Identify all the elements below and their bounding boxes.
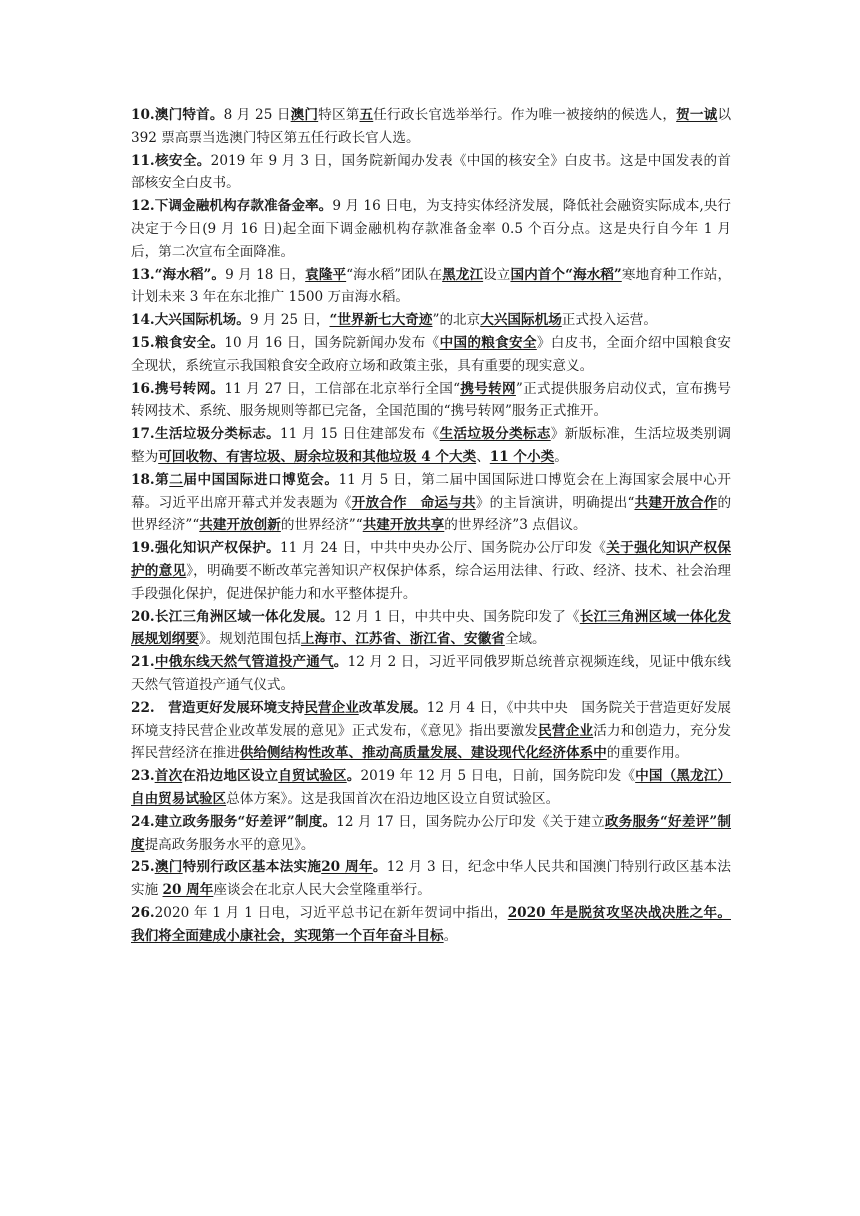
key-term: 中国（黑龙江）自由贸易试验区 — [131, 768, 732, 807]
item-text: 9 月 16 日电，为支持实体经济发展，降低社会融资实际成本,央行决定于今日(9 月 16 日)起全面下调金融机构存款准备金率 0.5 个百分点。这是央行自今年 1 月后，第二次宣布全面降准。 — [131, 198, 732, 260]
item-16 — [131, 378, 731, 424]
item-heading: 14.大兴国际机场。 — [131, 312, 250, 329]
item-text: 。 — [443, 927, 458, 944]
key-term: 可回收物、有害垃圾、厨余垃圾和其他垃圾 4 个大类 — [158, 448, 477, 465]
item-text: 任行政长官选举举行。作为唯一被接纳的候选人， — [373, 107, 677, 123]
item-text: 活力和创造力，充分发挥民营经济在推进 — [131, 722, 732, 762]
item-text: 。 — [346, 768, 361, 785]
item-23 — [131, 765, 731, 811]
key-term: 上海市、江苏省、浙江省、安徽省 — [300, 631, 505, 648]
item-14 — [131, 309, 731, 332]
key-term: 中俄东线天然气管道投产通气 — [154, 654, 334, 671]
item-text: 的世界经济”“ — [280, 517, 363, 534]
item-text: 9 月 18 日， — [225, 266, 306, 283]
item-text: ”正式提供服务启动仪式，宣布携号转网技术、系统、服务规则等都已完备，全国范围的“携号转网”服务正式推开。 — [131, 380, 731, 420]
item-text: 、 — [476, 448, 490, 465]
item-10 — [131, 104, 731, 150]
item-heading: 12.下调金融机构存款准备金率。 — [131, 198, 333, 215]
item-22 — [131, 697, 731, 765]
item-21 — [131, 651, 731, 697]
item-text: 改革发展。 — [358, 699, 427, 716]
item-12 — [131, 195, 731, 263]
key-term: 2020 年是脱贫攻坚决战决胜之年。我们将全面建成小康社会，实现第一个百年奋斗目标 — [131, 904, 731, 944]
item-text: 以 392 票高票当选澳门特区第五任行政长官人选。 — [131, 107, 732, 146]
key-term: “世界新七大奇迹 — [329, 312, 433, 329]
key-term: 国内首个“海水稻” — [510, 266, 622, 283]
item-text: 12 月 2 日，习近平同俄罗斯总统普京视频连线，见证中俄东线天然气管道投产通气仪式。 — [131, 654, 732, 693]
item-text: 12 月 17 日，国务院办公厅印发《关于建立 — [336, 813, 605, 830]
item-heading: 25. — [131, 859, 155, 876]
item-text: 2019 年 12 月 5 日电，日前，国务院印发《 — [360, 768, 636, 785]
item-19 — [131, 537, 731, 605]
key-term: 20 周年 — [321, 859, 373, 876]
key-term: 20 周年 — [162, 882, 214, 899]
item-text: 12 月 3 日，纪念中华人民共和国澳门特别行政区基本法实施 — [131, 859, 732, 899]
key-term: 共建开放合作 — [634, 494, 718, 511]
item-text: 。 — [372, 859, 387, 876]
item-text: 2020 年 1 月 1 日电，习近平总书记在新年贺词中指出， — [154, 904, 508, 921]
item-25 — [131, 856, 731, 902]
item-text: 11 月 27 日，工信部在北京举行全国“ — [224, 380, 461, 397]
item-text: 12 月 1 日，中共中央、国务院印发了《 — [333, 608, 580, 625]
key-term: 自贸试验区 — [278, 768, 347, 785]
item-text: 的重要作用。 — [606, 745, 689, 762]
item-text: 在沿边地区设立 — [182, 768, 279, 785]
item-24 — [131, 811, 731, 857]
key-term: 生活垃圾分类标志 — [439, 426, 551, 443]
item-text: 》，明确要不断改革完善知识产权保护体系，综合运用法律、行政、经济、技术、社会治理手段强化保护，促进保护能力和水平整体提升。 — [131, 562, 731, 602]
item-text: 。 — [333, 654, 348, 671]
key-term: 携号转网 — [460, 380, 516, 397]
key-term: 袁隆平 — [305, 266, 347, 283]
key-term: 民营企业 — [538, 722, 594, 739]
key-term: 首次 — [154, 768, 183, 785]
item-text: “海水稻”团队在 — [346, 266, 443, 283]
item-18 — [131, 469, 731, 537]
item-text: 届中国国际进口博览会。 — [183, 471, 339, 488]
item-text: 2019 年 9 月 3 日，国务院新闻办发表《中国的核安全》白皮书。这是中国发表的首部核安全白皮书。 — [131, 152, 731, 192]
item-heading: 22. 营造更好发展环境支持 — [131, 699, 305, 716]
item-heading: 16.携号转网。 — [131, 380, 225, 397]
key-term: 大兴国际机场 — [480, 312, 562, 329]
item-text: 11 月 15 日住建部发布《 — [279, 426, 440, 443]
key-term: 黑龙江 — [442, 266, 484, 283]
item-heading: 23. — [131, 768, 155, 785]
item-heading: 24.建立政务服务“好差评”制度。 — [131, 813, 337, 830]
item-text: 设立 — [483, 266, 511, 283]
item-heading: 26. — [131, 904, 155, 921]
key-term: 供给侧结构性改革、推动高质量发展、建设现代化经济体系中 — [239, 745, 607, 762]
item-text: 11 月 24 日，中共中央办公厅、国务院办公厅印发《 — [279, 540, 607, 557]
item-11 — [131, 150, 731, 196]
key-term: 中国的粮食安全 — [439, 334, 537, 351]
key-term: 关于强化知识产权保护的意见 — [131, 540, 732, 579]
item-text: 11 月 5 日，第二届中国国际进口博览会在上海国家会展中心开幕。习近平出席开幕式并发表题为《 — [131, 471, 732, 511]
item-text: 的世界经济”“ — [131, 494, 732, 534]
item-heading: 15.粮食安全。 — [131, 334, 225, 351]
key-term: 开放合作 命运与共 — [351, 494, 476, 511]
item-text: 正式投入运营。 — [561, 312, 657, 329]
key-term: 五 — [359, 107, 374, 123]
item-13 — [131, 264, 731, 310]
item-heading: 21. — [131, 654, 155, 671]
item-text: 》新版标准，生活垃圾类别调整为 — [131, 426, 732, 465]
key-term: 澳门 — [154, 859, 183, 876]
item-text: 提高政务服务水平的意见》。 — [144, 836, 315, 853]
item-heading: 13.“海水稻”。 — [131, 266, 226, 283]
item-26 — [131, 902, 731, 948]
item-text: 总体方案》。这是我国首次在沿边地区设立自贸试验区。 — [226, 790, 560, 807]
item-20 — [131, 606, 731, 652]
item-text: 9 月 25 日， — [249, 312, 330, 329]
key-term: 共建开放创新 — [199, 517, 281, 534]
item-text: 12 月 4 日，《中共中央 国务院关于营造更好发展环境支持民营企业改革发展的意见》正式发布，《意见》指出要激发 — [131, 699, 732, 739]
item-text: ”的北京 — [432, 312, 481, 329]
item-heading: 11.核安全。 — [131, 152, 211, 169]
item-text: 》的主旨演讲，明确提出“ — [475, 494, 635, 511]
key-term: 民营企业 — [304, 699, 359, 716]
item-text: 寒地育种工作站，计划未来 3 年在东北推广 1500 万亩海水稻。 — [131, 266, 732, 306]
item-heading: 19.强化知识产权保护。 — [131, 540, 280, 557]
key-term: 贺一诚 — [676, 107, 718, 123]
item-text: 全域。 — [504, 631, 546, 648]
item-heading: 17.生活垃圾分类标志。 — [131, 426, 280, 443]
key-term: 政务服务“好差评”制度 — [131, 813, 731, 853]
key-term: 澳门 — [290, 107, 319, 123]
item-15 — [131, 332, 731, 378]
item-heading: 20.长江三角洲区域一体化发展。 — [131, 608, 334, 625]
key-term: 二 — [169, 471, 184, 488]
item-text: 。 — [554, 448, 568, 465]
item-text: 》白皮书，全面介绍中国粮食安全现状，系统宣示我国粮食安全政府立场和政策主张，具有重要的现实意义。 — [131, 334, 731, 374]
item-heading: 10.澳门特首。 — [131, 107, 224, 123]
item-heading: 18.第 — [131, 471, 170, 488]
item-text: 的世界经济”3 点倡议。 — [444, 517, 587, 534]
document-body — [131, 104, 731, 947]
item-text: 》。规划范围包括 — [198, 631, 301, 648]
item-17 — [131, 423, 731, 469]
item-text: 8 月 25 日 — [223, 107, 291, 123]
key-term: 11 个小类 — [489, 448, 555, 465]
key-term: 共建开放共享 — [362, 517, 445, 534]
item-text: 特别行政区基本法实施 — [182, 859, 322, 876]
item-text: 10 月 16 日，国务院新闻办发布《 — [224, 334, 440, 351]
key-term: 长江三角洲区域一体化发展规划纲要 — [131, 608, 731, 648]
item-text: 特区第 — [318, 107, 360, 123]
item-text: 座谈会在北京人民大会堂隆重举行。 — [213, 882, 431, 899]
